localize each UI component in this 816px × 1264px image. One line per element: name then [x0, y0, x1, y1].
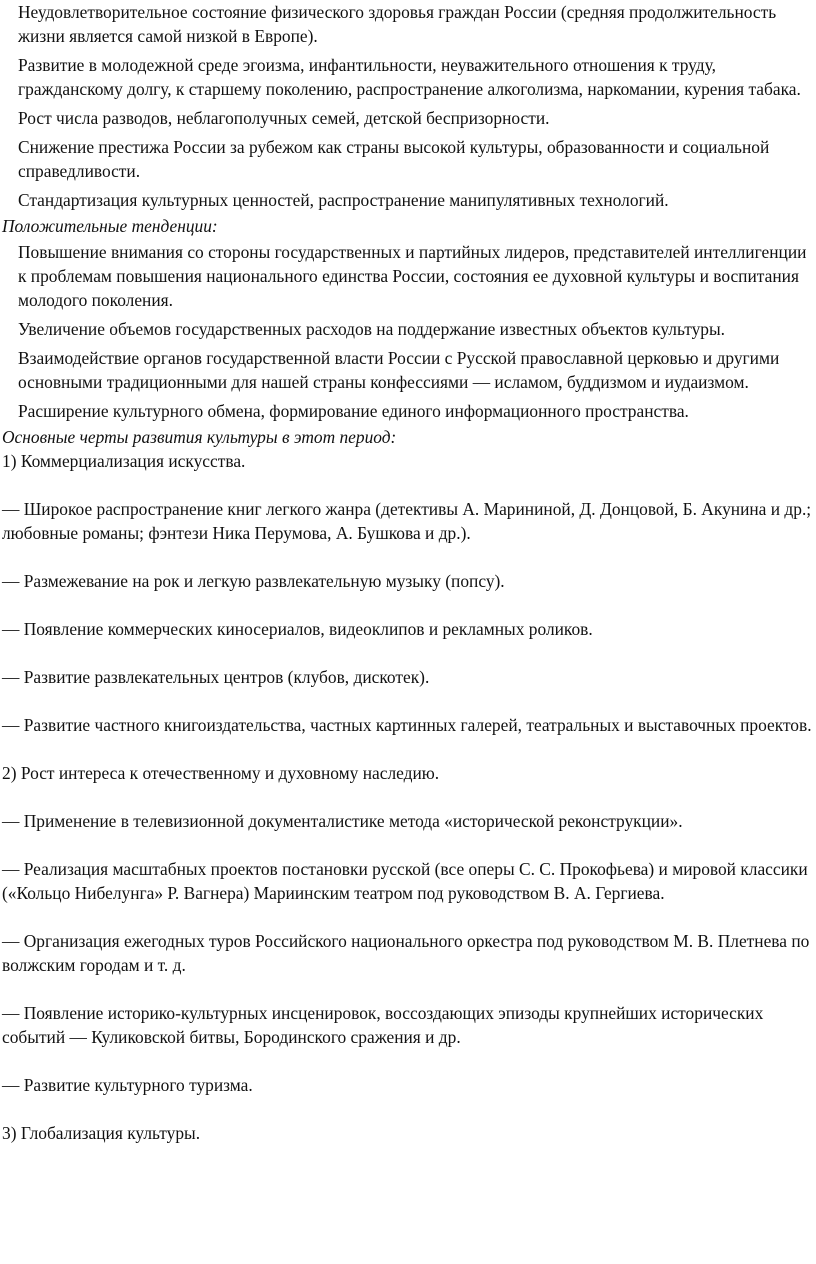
feature-point: — Реализация масштабных проектов постановки русской (все оперы С. С. Прокофьева) и мировой классики («Кольцо Нибелунга» Р. Вагнера) Мариинским театром под руководством В. А. Гергиева. [2, 859, 808, 903]
feature-title: 3) Глобализация культуры. [2, 1123, 201, 1143]
feature-point: — Появление коммерческих киносериалов, видеоклипов и рекламных роликов. [2, 619, 593, 639]
feature-point: — Применение в телевизионной документалистике метода «исторической реконструкции». [2, 811, 683, 831]
list-item: Развитие в молодежной среде эгоизма, инфантильности, неуважительного отношения к труду, гражданскому долгу, к старшему поколению, распространение алкоголизма, наркомании, курения табака. [18, 55, 801, 99]
feature-title: 1) Коммерциализация искусства. [2, 451, 246, 471]
list-item: Рост числа разводов, неблагополучных семей, детской беспризорности. [18, 108, 550, 128]
list-item: Расширение культурного обмена, формирование единого информационного пространства. [18, 401, 689, 421]
feature-point: — Развитие развлекательных центров (клубов, дискотек). [2, 667, 430, 687]
list-item: Взаимодействие органов государственной власти России с Русской православной церковью и другими основными традиционными для нашей страны конфессиями — исламом, буддизмом и иудаизмом. [18, 348, 780, 392]
list-item: Увеличение объемов государственных расходов на поддержание известных объектов культуры. [18, 319, 726, 339]
positive-heading: Положительные тенденции: [2, 216, 218, 236]
list-item: Снижение престижа России за рубежом как страны высокой культуры, образованности и социальной справедливости. [18, 137, 770, 181]
feature-point: — Широкое распространение книг легкого жанра (детективы А. Марининой, Д. Донцовой, Б. Акунина и др.; любовные романы; фэнтези Ника Перумова, А. Бушкова и др.). [2, 499, 812, 543]
feature-point: — Появление историко-культурных инсценировок, воссоздающих эпизоды крупнейших исторических событий — Куликовской битвы, Бородинского сражения и др. [2, 1003, 764, 1047]
feature-point: — Развитие культурного туризма. [2, 1075, 253, 1095]
list-item: Повышение внимания со стороны государственных и партийных лидеров, представителей интеллигенции к проблемам повышения национального единства России, состояния ее духовной культуры и воспитания молодого поколения. [18, 242, 807, 310]
features-section [0, 449, 816, 1145]
feature-point: — Размежевание на рок и легкую развлекательную музыку (попсу). [2, 571, 505, 591]
list-item: Неудовлетворительное состояние физического здоровья граждан России (средняя продолжительность жизни является самой низкой в Европе). [18, 2, 777, 46]
negative-list [0, 0, 816, 212]
feature-point: — Организация ежегодных туров Российского национального оркестра под руководством М. В. Плетнева по волжским городам и т. д. [2, 931, 810, 975]
feature-point: — Развитие частного книгоиздательства, частных картинных галерей, театральных и выставочных проектов. [2, 715, 812, 735]
list-item: Стандартизация культурных ценностей, распространение манипулятивных технологий. [18, 190, 669, 210]
features-heading: Основные черты развития культуры в этот период: [2, 427, 397, 447]
positive-list [0, 240, 816, 423]
feature-title: 2) Рост интереса к отечественному и духовному наследию. [2, 763, 440, 783]
